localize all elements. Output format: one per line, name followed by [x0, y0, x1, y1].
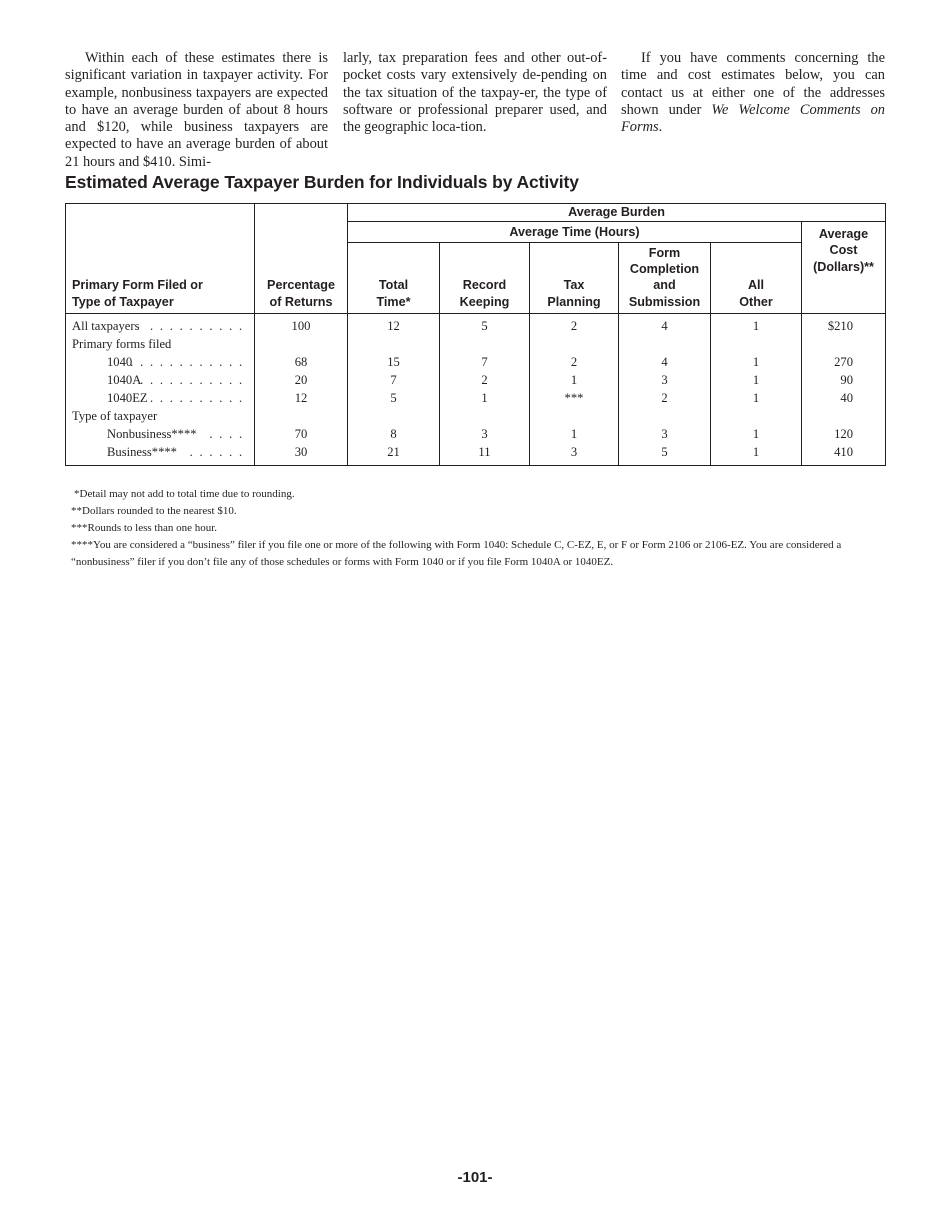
header-tax-planning: Tax Planning: [530, 243, 619, 314]
table-cell: [530, 407, 619, 425]
header-percentage: Percentage of Returns: [255, 204, 348, 314]
table-cell: 270: [802, 353, 886, 371]
footnote-3: ***Rounds to less than one hour.: [71, 522, 218, 534]
table-cell: $210: [802, 314, 886, 336]
table-cell: 2: [530, 314, 619, 336]
comments-link-text: We Welcome Comments on Forms: [621, 101, 885, 136]
table-row: [66, 314, 886, 336]
leader-dots: . . . . . . . . . .: [149, 391, 244, 405]
row-label: [66, 389, 255, 407]
table-body: [66, 314, 886, 466]
table-cell: 1: [440, 389, 530, 407]
page-number: -101-: [457, 1169, 493, 1186]
header-total-time: Total Time*: [348, 243, 440, 314]
table-row: [66, 425, 886, 443]
table-cell: 12: [255, 389, 348, 407]
comments-text: If you have comments concerning the time and cost estimates below, you can contact us at either one of the addresses shown under: [621, 50, 885, 118]
table-cell: [802, 407, 886, 425]
table-row: [66, 407, 886, 425]
table-cell: 8: [348, 425, 440, 443]
table-cell: 2: [530, 353, 619, 371]
table-cell: ***: [530, 389, 619, 407]
table-cell: 1: [530, 425, 619, 443]
table-cell: 40: [802, 389, 886, 407]
table-cell: 5: [348, 389, 440, 407]
table-cell: 1: [711, 371, 802, 389]
table-cell: 1: [711, 443, 802, 466]
table-cell: [348, 407, 440, 425]
row-label: [66, 371, 255, 389]
table-cell: [255, 407, 348, 425]
table-cell: 68: [255, 353, 348, 371]
intro-paragraph-1: Within each of these estimates there is significant variation in taxpayer activity. For example, nonbusiness taxpayers are expected to have an average burden of about 8 hours and $120, while business taxpayers are expected to have an average burden of about 21 hours and $410. Simi-: [65, 50, 328, 170]
row-label-text: 1040EZ: [107, 391, 148, 405]
table-row: [66, 335, 886, 353]
table-row: [66, 443, 886, 466]
table-cell: 120: [802, 425, 886, 443]
table-cell: 100: [255, 314, 348, 336]
footnote-1: *Detail may not add to total time due to rounding.: [74, 488, 295, 500]
table-cell: 90: [802, 371, 886, 389]
table-cell: 5: [619, 443, 711, 466]
intro-paragraph-2: larly, tax preparation fees and other out-of-pocket costs vary extensively de-pending on the tax situation of the taxpay-er, the type of software or professional preparer used, and the geographic loca-tion.: [343, 50, 607, 136]
table-cell: 3: [440, 425, 530, 443]
row-label-text: All taxpayers: [72, 319, 140, 333]
table-cell: 3: [619, 371, 711, 389]
header-form-type: Primary Form Filed or Type of Taxpayer: [66, 204, 255, 314]
leader-dots: . . . . . .: [189, 445, 244, 459]
table-cell: 21: [348, 443, 440, 466]
row-label-text: Type of taxpayer: [72, 409, 158, 423]
header-average-cost: Average Cost (Dollars)**: [802, 222, 886, 314]
table-row: [66, 353, 886, 371]
table-row: [66, 371, 886, 389]
table-cell: [711, 407, 802, 425]
comments-period: .: [658, 119, 663, 136]
table-cell: 70: [255, 425, 348, 443]
row-label: [66, 443, 255, 466]
row-label: [66, 425, 255, 443]
row-label-text: Primary forms filed: [72, 337, 172, 351]
table-cell: 15: [348, 353, 440, 371]
table-cell: 12: [348, 314, 440, 336]
intro-column-3: [621, 50, 885, 136]
burden-table: [65, 203, 886, 466]
table-cell: 20: [255, 371, 348, 389]
table-cell: 4: [619, 353, 711, 371]
table-cell: 30: [255, 443, 348, 466]
table-cell: [440, 335, 530, 353]
row-label: [66, 314, 255, 336]
table-title: Estimated Average Taxpayer Burden for Individuals by Activity: [65, 172, 579, 192]
table-cell: [440, 407, 530, 425]
footnote-2: **Dollars rounded to the nearest $10.: [71, 505, 237, 517]
header-record-keeping: Record Keeping: [440, 243, 530, 314]
table-row: [66, 389, 886, 407]
header-all-other: All Other: [711, 243, 802, 314]
footnotes: [71, 486, 885, 571]
table-cell: [619, 407, 711, 425]
table-cell: [619, 335, 711, 353]
table-cell: 1: [711, 353, 802, 371]
table-cell: 2: [619, 389, 711, 407]
table-cell: [530, 335, 619, 353]
table-cell: 11: [440, 443, 530, 466]
row-label-text: 1040A: [107, 373, 142, 387]
leader-dots: . . . . . . . . . .: [149, 319, 244, 333]
header-average-time: Average Time (Hours): [348, 222, 802, 243]
table-cell: 410: [802, 443, 886, 466]
row-label-text: Business****: [107, 445, 177, 459]
footnote-4: ****You are considered a “business” filer if you file one or more of the following with Form 1040: Schedule C, C-EZ, E, or F or Form 2106 or 2106-EZ. You are considered a “nonbusiness” filer if you don’t file any of those schedules or forms with Form 1040 or if you file Form 1040A or 1040EZ.: [71, 539, 842, 568]
table-cell: 7: [348, 371, 440, 389]
table-cell: 5: [440, 314, 530, 336]
table-cell: 1: [711, 389, 802, 407]
table-cell: [255, 335, 348, 353]
row-label-text: 1040: [107, 355, 133, 369]
row-label: [66, 353, 255, 371]
table-cell: 1: [530, 371, 619, 389]
table-cell: 1: [711, 314, 802, 336]
table-cell: 1: [711, 425, 802, 443]
table-cell: [802, 335, 886, 353]
intro-paragraph-3: [621, 50, 885, 136]
header-form-completion: Form Completion and Submission: [619, 243, 711, 314]
table-cell: 2: [440, 371, 530, 389]
table-cell: [711, 335, 802, 353]
table-cell: 4: [619, 314, 711, 336]
leader-dots: . . . . . . . . . . .: [140, 373, 244, 387]
table-cell: 3: [619, 425, 711, 443]
table-cell: 7: [440, 353, 530, 371]
intro-column-2: [343, 50, 607, 136]
table-cell: 3: [530, 443, 619, 466]
row-label: [66, 335, 255, 353]
leader-dots: . . . .: [209, 427, 244, 441]
table-cell: [348, 335, 440, 353]
leader-dots: . . . . . . . . . . . .: [130, 355, 244, 369]
header-average-burden: Average Burden: [348, 204, 886, 222]
intro-column-1: [65, 50, 328, 171]
row-label: [66, 407, 255, 425]
row-label-text: Nonbusiness****: [107, 427, 197, 441]
